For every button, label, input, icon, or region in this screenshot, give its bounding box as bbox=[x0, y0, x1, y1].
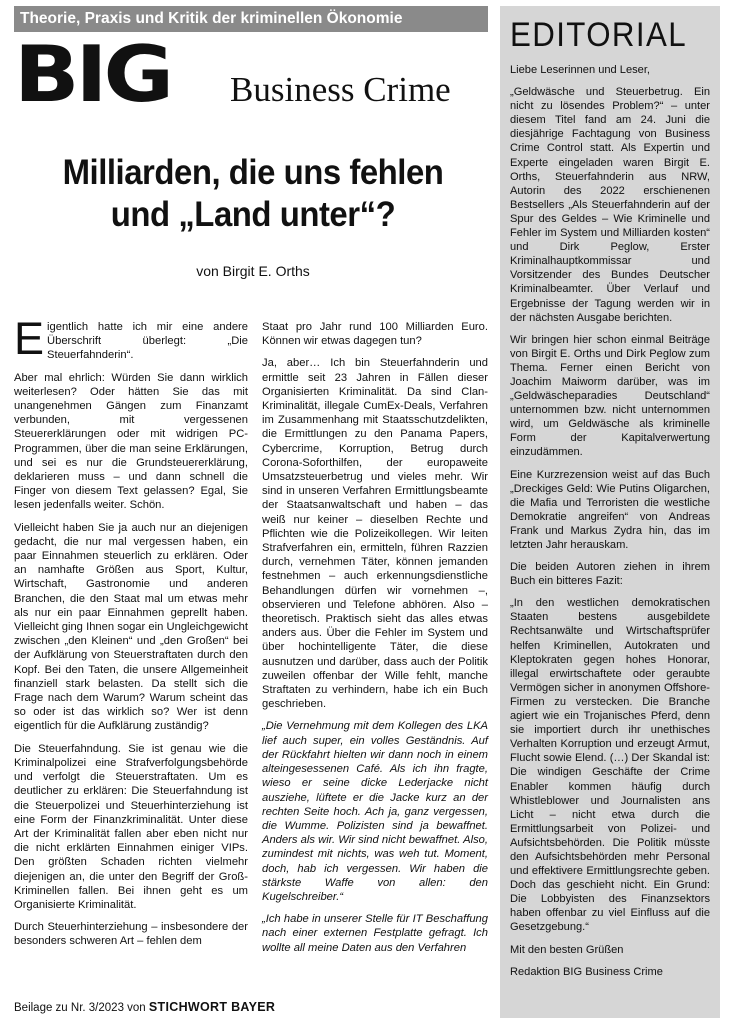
editorial-paragraph: Liebe Leserinnen und Leser, bbox=[510, 64, 651, 76]
article-headline bbox=[28, 152, 477, 236]
drop-cap: E bbox=[14, 313, 45, 364]
editorial-paragraph: Wir bringen hier schon einmal Beiträge von Birgit E. Orths und Dirk Peglow zum Thema. Ferner einen Bericht von Joachim Maiworm darüber, was im „Geldwäscheparadies Deutschland“ unternommen bzw. nicht unternommen wird, um Geldwäsche als kriminelle Form der Kapitalverwertung einzudämmen. bbox=[510, 333, 710, 459]
editorial-paragraph: „Geldwäsche und Steuerbetrug. Ein nicht zu lösendes Problem?“ – unter diesem Titel fand am 24. Juni die diesjährige Fachtagung von Business Crime Control statt. Als Expertin und Experte eingeladen waren Birgit E. Orths, Steuerfahnderin aus NRW, Autorin des 2022 erschienenen Bestsellers „Als Steuerfahnderin auf der Spur des Geldes – Wie Kriminelle und Fehler im System und Milliarden kosten“ und Dirk Peglow, Erster Kriminalhauptkommissar und Vorsitzender des Bundes Deutscher Kriminalbeamter. Über Verlauf und Ergebnisse der Tagung werden wir in der nächsten Ausgabe berichten. bbox=[510, 86, 710, 324]
article-paragraph: Staat pro Jahr rund 100 Milliarden Euro. Können wir etwas dagegen tun? bbox=[262, 321, 488, 348]
article-byline: von Birgit E. Orths bbox=[196, 263, 310, 279]
editorial-sidebar bbox=[500, 6, 720, 1018]
article-paragraph: Vielleicht haben Sie ja auch nur an diejenigen gedacht, die nur mal vergessen haben, ein paar Einnahmen steuerlich zu erklären. Oder an namhafte Größen aus Sport, Kultur, Wirtschaft, Gastronomie und anderen Branchen, die den Staat mal um etwas mehr als nur ein paar Einnahmen geprellt haben. Vielleicht ging Ihnen sogar ein Ungleichgewicht zwischen „den Kleinen“ und „den Großen“ bei der Aufklärung von Steuerstraftaten durch den Kopf. Bei den Taten, die unsere Allgemeinheit finanziell stark belasten. Da stellt sich die Frage nach dem Warum? Warum scheint das so oder ist das wirklich so? Wer ist denn eigentlich für die Aufklärung zuständig? bbox=[14, 521, 248, 733]
article-paragraph: Eigentlich hatte ich mir eine andere Überschrift überlegt: „Die Steuerfahnderin“. bbox=[14, 313, 248, 364]
tagline-banner: Theorie, Praxis und Kritik der kriminellen Ökonomie bbox=[14, 6, 488, 32]
logo-subtitle: Business Crime bbox=[230, 70, 451, 109]
article-column-right bbox=[262, 320, 488, 963]
article-paragraph: Aber mal ehrlich: Würden Sie dann wirklich weiterlesen? Oder hätten Sie das mit unangenehmen Gängen zum Finanzamt verbunden, mit vergessenen Steuererklärungen oder mit widrigen PC-Programmen, über die man seine Erklärungen, und sei es nur die Grundsteuererklärung, deklarieren muss – und dann schnell die Finger von diesem Text gelassen? Egal, Sie lesen jedenfalls weiter. Schön. bbox=[14, 371, 248, 512]
headline-line-1: Milliarden, die uns fehlen bbox=[62, 153, 444, 192]
article-quote: „Die Vernehmung mit dem Kollegen des LKA lief auch super, ein volles Geständnis. Auf der Rückfahrt hielten wir dann noch in einem alteingesessenen Café. Als ich ihn fragte, wieso er seine dicke Lederjacke nicht ausziehe, lüftete er die Jacke kurz an der rechten Seite hoch. Ach ja, ganz vergessen, die Wumme. Polizisten sind ja bewaffnet. Anders als wir. Wir sind nicht bewaffnet. Also, zumindest mit nichts, was weh tut. Moment, doch, hab ich vergessen. Wir haben die stärkste Waffe von allen: den Kugelschreiber.“ bbox=[262, 720, 488, 903]
footer-prefix: Beilage zu Nr. 3/2023 von bbox=[14, 1002, 149, 1014]
logo-big-text: BIG bbox=[14, 30, 171, 120]
headline-line-2: und „Land unter“? bbox=[110, 195, 396, 234]
editorial-paragraph: Eine Kurzrezension weist auf das Buch „Dreckiges Geld: Wie Putins Oligarchen, die Mafia und Terroristen die westliche Demokratie angreifen“ von Andreas Frank und Markus Zydra hin, das im letzten Jahr herauskam. bbox=[510, 468, 710, 551]
editorial-paragraph: „In den westlichen demokratischen Staaten bestens ausgebildete Rechtsanwälte und Wirtschaftsprüfer helfen Kriminellen, Autokraten und Kleptokraten gegen hohes Honorar, illegal erwirtschaftete oder geraubte Vermögen sicher in anonymen Offshore-Firmen zu verstecken. Die Branche agiert wie ein Trojanisches Pferd, denn sie importiert durch ihr unethisches Verhalten Korruption und erzeugt Armut, Flucht sowie Elend. (…) Der Skandal ist: Die windigen Geschäfte der Crime Enabler kommen häufig durch Whistleblower und Journalisten ans Licht – nicht etwa durch die Ermittlungsarbeit von Polizei- und Aufsichtsbehörden. Die Politik müsste den Aufsichtsbehörden mehr Personal und effektivere Ermittlungsrechte geben. Doch das geschieht nicht. Ein Grund: Die Lobbyisten des Finanzsektors haben offenbar zu viel Einfluss auf die Gesetzgebung.“ bbox=[510, 597, 710, 934]
article-quote: „Ich habe in unserer Stelle für IT Beschaffung nach einer externen Festplatte gefragt. Ich wollte all meine Daten aus den Verfahren bbox=[262, 913, 488, 954]
editorial-paragraph: Mit den besten Grüßen bbox=[510, 943, 624, 956]
footer-brand: STICHWORT BAYER bbox=[148, 1000, 276, 1014]
editorial-title: EDITORIAL bbox=[510, 16, 687, 54]
magazine-logo bbox=[14, 30, 492, 120]
article-paragraph: Durch Steuerhinterziehung – insbesondere der besonders schweren Art – fehlen dem bbox=[14, 921, 248, 948]
editorial-paragraph: Redaktion BIG Business Crime bbox=[510, 965, 663, 978]
article-column-left bbox=[14, 313, 248, 957]
article-paragraph: Die Steuerfahndung. Sie ist genau wie die Kriminalpolizei eine Strafverfolgungsbehörde und verfolgt die Steuerstraftaten. Um es deutlicher zu erklären: Die Steuerfahndung ist die Steuerpolizei und Steuerhinterziehung ist eine Form der Finanzkriminalität. Unter diese Art der Kriminalität fallen aber eben nicht nur die nicht erklärten Einnahmen einiger VIPs. Den größten Schaden richten vielmehr diejenigen an, die unter den Begriff der Groß-Kriminellen fallen. Bei ihnen geht es um Organisierte Kriminalität. bbox=[14, 742, 248, 911]
editorial-body bbox=[510, 63, 710, 979]
editorial-paragraph: Die beiden Autoren ziehen in ihrem Buch ein bitteres Fazit: bbox=[510, 561, 710, 588]
article-paragraph: Ja, aber… Ich bin Steuerfahnderin und ermittle seit 23 Jahren in Fällen dieser Organisierten Kriminalität. Da sind Clan-Kriminalität, illegale CumEx-Deals, Verfahren im Zusammenhang mit Staatsschutzdelikten, die Ermittlungen zu den Panama Papers, Cybercrime, Korruption, Betrug durch Corona-Soforthilfen, der europaweite Umsatzsteuerbetrug und vieles mehr. Wir sind in unseren Verfahren Ermittlungsbeamte der Staatsanwaltschaft und haben – das weiß nur keiner – dieselben Rechte und Pflichten wie die Polizeikollegen. Wir leiten Strafverfahren ein, ermitteln, führen Razzien durch, vernehmen Täter, können jemanden festnehmen – auch erkennungsdienstliche Behandlungen dürfen wir vornehmen –, observieren und Telefone abhören. Also – theoretisch. Praktisch sieht das alles etwas anders aus. Über die Fehler im System und über hochintelligente Täter, die diese ausnutzen und darüber, dass auch der Politik zuweilen offenbar der Wille fehlt, manche Straftaten zu verhindern, habe ich ein Buch geschrieben. bbox=[262, 357, 488, 711]
page-footer bbox=[14, 1000, 275, 1014]
